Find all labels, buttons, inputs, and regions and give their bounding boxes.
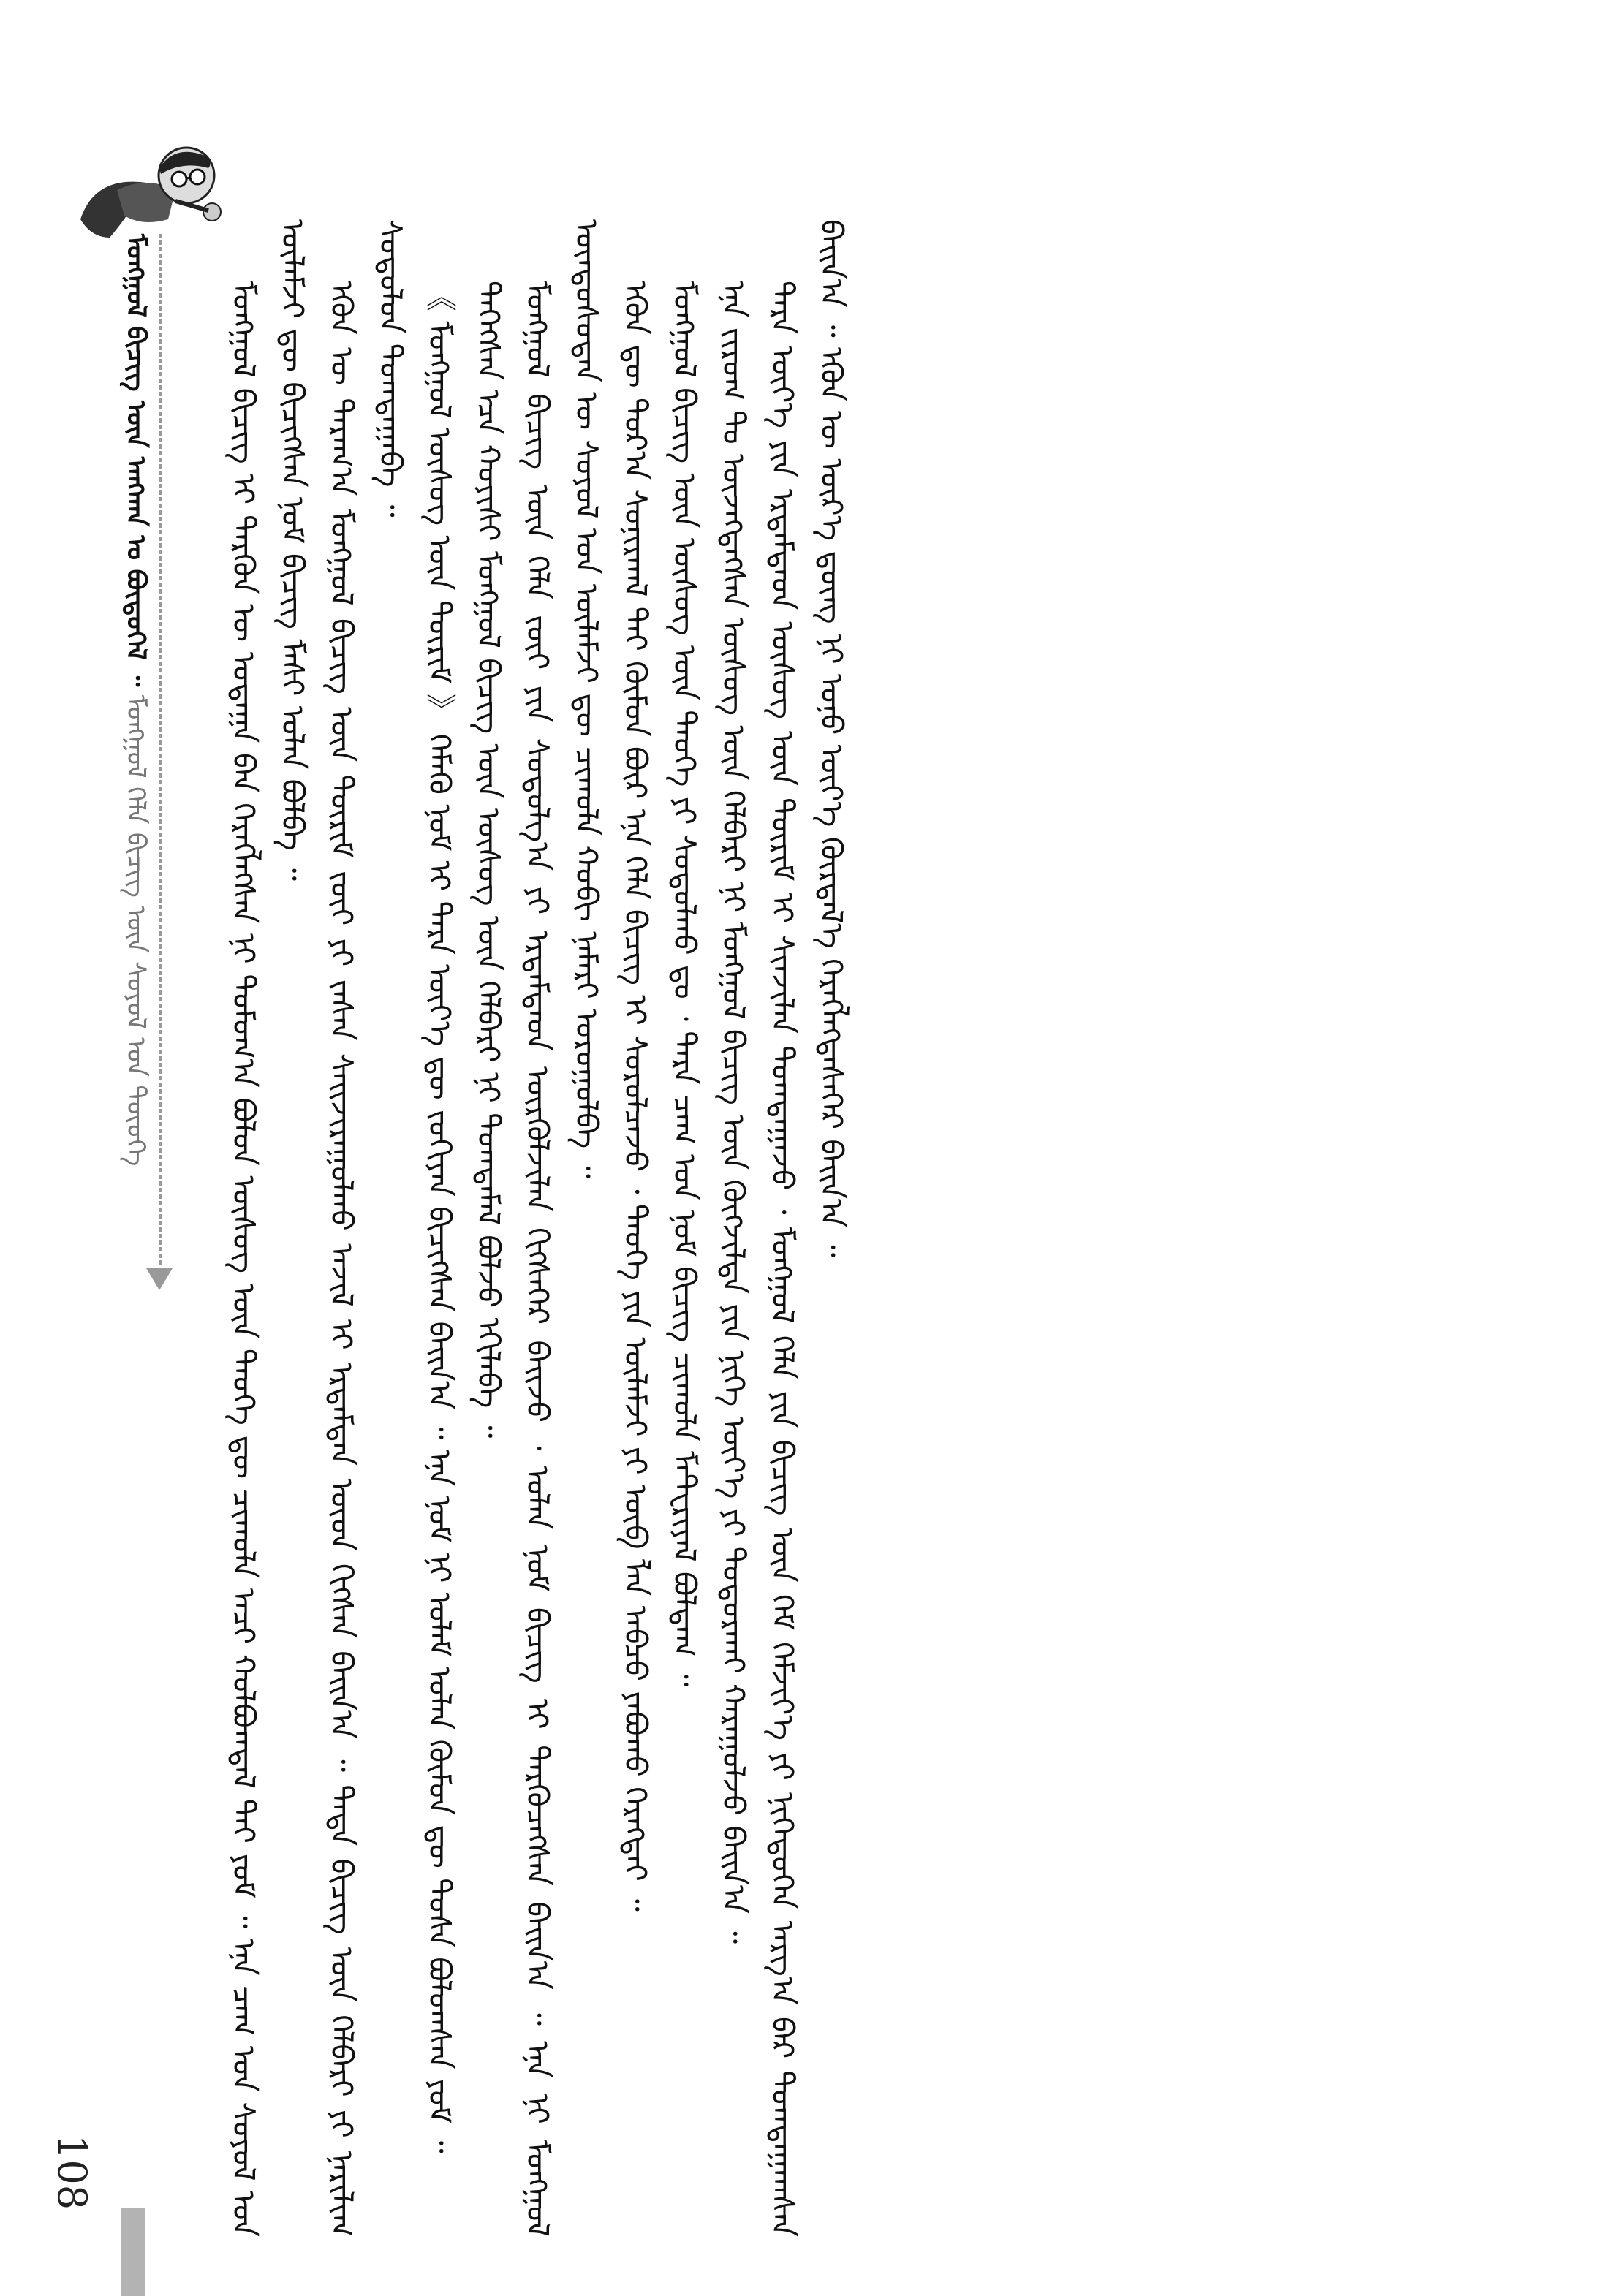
mascot-illustration xyxy=(66,132,227,241)
body-text xyxy=(219,219,1455,2237)
header-title-bold: ᠮᠣᠩᠭᠣᠯ ᠪᠢᠴᠢᠭ᠌ ᠦᠨ ᠠᠩᠬᠠᠨ ᠤ ᠪᠦᠲᠦᠭᠡᠯ ᠃ xyxy=(121,234,151,687)
paragraph-8: ᠡᠨᠡ ᠵᠢᠷᠤᠭ ᠲᠤ ᠦᠵᠡᠭᠳᠡᠭᠰᠡᠨ ᠦᠰᠦᠭ ᠦᠨ ᠬᠡᠯᠪᠡᠷᠢ ᠨᠢ ᠮᠣᠩᠭᠣᠯ ᠪᠢᠴᠢᠭ᠌ ᠦᠨ ᠬᠦᠭᠵᠢᠯᠲᠡ ᠶᠢᠨ ᠨᠢᠭᠡ ᠦᠶ᠎ᠡ ᠶᠢ ᠲᠣᠳᠣᠷᠬᠠᠢ ᠬᠠᠷᠠᠭᠤᠯᠵᠤ ᠪᠠᠢᠨ᠎ᠠ ᠃ xyxy=(716,281,752,1944)
paragraph-4: ᠲᠡᠭᠡᠭᠰᠡᠨ ᠡᠴᠡ ᠬᠣᠶᠢᠰᠢ ᠮᠣᠩᠭᠣᠯ ᠪᠢᠴᠢᠭ᠌ ᠦᠨ ᠦᠰᠦᠭ ᠦᠨ ᠬᠡᠯᠪᠡᠷᠢ ᠨᠢ ᠲᠣᠭᠲᠠᠮᠠᠯ ᠪᠣᠯᠵᠤ ᠡᠬᠢᠯᠡᠪᠡ ᠃ xyxy=(471,281,507,1439)
page-number: 108 xyxy=(49,2134,95,2210)
running-header xyxy=(95,234,175,1301)
paragraph-6: ᠡᠭᠦᠨ ᠳᠦ ᠳᠤᠷ᠎ᠠ ᠰᠣᠨᠢᠷᠬᠠᠯ ᠲᠠᠢ ᠬᠦᠮᠦᠨ ᠪᠦᠷ ᠡᠨᠡ ᠬᠡᠯᠡ ᠪᠢᠴᠢᠭ᠌ ᠢ ᠰᠤᠷᠤᠯᠴᠠᠵᠤ ᠂ ᠲᠡᠦᠬᠡ ᠶᠢᠨ ᠦᠯᠡᠮᠵᠢ ᠶᠢ ᠦᠪ ᠯᠡᠨ ᠠᠪᠴᠤ ᠶᠠᠪᠤᠬᠤ ᠬᠡᠷᠡᠭᠲᠡᠢ ᠃ xyxy=(618,281,654,1912)
header-divider xyxy=(159,234,162,1265)
paragraph-3: 《 ᠮᠣᠩᠭᠣᠯ ᠦᠰᠦᠭ ᠦᠨ ᠳᠦᠷᠢᠮ 》 ᠬᠡᠮᠡᠬᠦ ᠨᠣᠮ ᠢ ᠲᠡᠷᠡ ᠦᠶ᠎ᠡ ᠳᠦ ᠵᠣᠬᠢᠶᠠᠨ ᠪᠢᠴᠢᠭᠰᠡᠨ ᠪᠠᠢᠨ᠎ᠠ ᠃ ᠡᠨᠡ ᠨᠣᠮ ᠨᠢ ᠤᠯᠠᠮ ᠣᠯᠠᠨ ᠬᠦᠮᠦᠨ ᠳᠦ ᠲᠤᠰᠠ ᠪᠣᠯᠤᠭᠰᠠᠨ ᠶᠤᠮ ᠃ xyxy=(422,281,458,2153)
paragraph-2: ᠡᠭᠦᠨ ᠦ ᠳᠠᠷᠠᠭ᠎ᠠ ᠮᠣᠩᠭᠣᠯ ᠪᠢᠴᠢᠭ᠌ ᠦᠨ ᠳᠦᠷᠢᠮ ᠵᠦᠢ ᠶᠢ ᠵᠠᠰᠠᠨ ᠰᠠᠢᠵᠢᠷᠠᠭᠤᠯᠬᠤ ᠠᠵᠢᠯ ᠢ ᠡᠷᠳᠡᠮᠲᠡᠨ ᠦᠳ ᠬᠢᠭᠰᠡᠨ ᠪᠠᠢᠨ᠎ᠠ ᠃ ᠲᠡᠳᠡ ᠪᠢᠴᠢᠭ᠌ ᠦᠨ ᠬᠡᠯᠪᠡᠷᠢ ᠶᠢ ᠨᠠᠷᠢᠯᠢᠭ ᠰᠤᠳᠤᠯᠤᠨ ᠲᠣᠭᠲᠠᠭᠠᠪᠠ ᠃ xyxy=(324,219,409,2237)
page-edge-tab xyxy=(121,2208,145,2296)
header-triangle-marker xyxy=(146,1268,173,1290)
header-text xyxy=(95,234,175,1301)
paragraph-9: ᠲᠡᠷᠡ ᠦᠶ᠎ᠡ ᠶᠢᠨ ᠡᠷᠳᠡᠮᠲᠡᠳ ᠦᠰᠦᠭ ᠦᠨ ᠳᠦᠷᠢᠮ ᠢ ᠰᠢᠨᠵᠢᠯᠡᠨ ᠲᠣᠭᠲᠠᠭᠠᠵᠤ ᠂ ᠮᠣᠩᠭᠣᠯ ᠬᠡᠯᠡ ᠶᠢᠨ ᠪᠢᠴᠢᠭ᠌ ᠦᠨ ᠬᠡᠮ ᠬᠡᠮᠵᠢᠶ᠎ᠡ ᠶᠢ ᠨᠢᠭᠡᠳᠦᠭᠡᠨ ᠠᠷᠭ᠎ᠠ ᠪᠠᠷ ᠲᠣᠭᠲᠠᠭᠠᠭᠰᠠᠨ ᠪᠠᠢᠨ᠎ᠠ ᠃ ᠡᠭᠦᠨ ᠦ ᠦᠷ᠎ᠡ ᠳ᠋ᠦᠩ ᠨᠢ ᠣᠨᠣ ᠦᠶ᠎ᠡ ᠬᠦᠷᠲᠡᠯ᠎ᠡ ᠬᠡᠷᠡᠭᠯᠡᠭᠳᠡᠰᠡᠭᠡᠷ ᠪᠠᠢᠨ᠎ᠠ ᠃ xyxy=(765,219,850,2237)
paragraph-1: ᠮᠣᠩᠭᠣᠯ ᠪᠢᠴᠢᠭ᠌ ᠢ ᠲᠡᠷᠭᠦᠨ ᠦ ᠤᠳᠠᠭᠠ ᠪᠠᠨ ᠬᠡᠷᠡᠭᠯᠡᠭᠰᠡᠨ ᠨᠢ ᠲᠣᠮᠣᠭ᠎ᠠ ᠪᠣᠯᠤᠨ ᠦᠰᠦᠭ ᠦᠨ ᠲᠡᠦᠬᠡ ᠳᠦ ᠴᠢᠬᠤᠯᠠ ᠠᠴᠢ ᠬᠣᠯᠪᠣᠭᠳᠠᠯ ᠲᠠᠢ ᠶᠤᠮ ᠃ ᠡᠨᠡ ᠴᠠᠭ ᠤᠨ ᠰᠣᠶᠣᠯ ᠤᠨ ᠦᠯᠡᠮᠵᠢ ᠳᠦ ᠪᠢᠴᠢᠭᠰᠡᠨ ᠨᠣᠮ ᠪᠢᠴᠢᠭ ᠮᠠᠰᠢ ᠣᠯᠠᠨ ᠪᠣᠯᠪᠠ ᠃ xyxy=(226,219,311,2237)
paragraph-7: ᠮᠣᠩᠭᠣᠯ ᠪᠢᠴᠢᠭ᠌ ᠦᠨ ᠦᠰᠦᠭ ᠦᠨ ᠲᠡᠦᠬᠡ ᠶᠢ ᠰᠤᠳᠤᠯᠬᠤ ᠳᠤ ᠂ ᠲᠡᠷᠡ ᠴᠠᠭ ᠤᠨ ᠨᠣᠮ ᠪᠢᠴᠢᠭ ᠴᠢᠬᠤᠯᠠ ᠮᠠᠲᠸᠷᠢᠶᠠᠯ ᠪᠣᠯᠳᠠᠭ ᠃ xyxy=(667,281,703,1687)
paragraph-5: ᠮᠣᠩᠭᠣᠯ ᠪᠢᠴᠢᠭ᠌ ᠦᠨ ᠬᠡᠯᠡ ᠵᠦᠢ ᠶᠢᠨ ᠰᠤᠳᠤᠯᠭ᠎ᠠ ᠶᠢ ᠡᠷᠳᠡᠮᠲᠡᠳ ᠦᠷᠭᠦᠯᠵᠢᠯᠡᠨ ᠬᠢᠭᠰᠡᠭᠡᠷ ᠪᠠᠢᠵᠤ ᠂ ᠣᠯᠠᠨ ᠨᠣᠮ ᠪᠢᠴᠢᠭ ᠢ ᠲᠡᠷᠭᠦᠴᠡᠭᠰᠡᠨ ᠪᠠᠢᠨ᠎ᠠ ᠃ ᠡᠨᠡ ᠨᠢ ᠮᠣᠩᠭᠣᠯ ᠦᠨᠳᠦᠰᠦᠲᠡᠨ ᠦ ᠰᠣᠶᠣᠯ ᠤᠨ ᠦᠯᠡᠮᠵᠢ ᠳᠦ ᠴᠢᠬᠤᠯᠠ ᠬᠤᠪᠢ ᠨᠡᠮᠡᠷᠢ ᠣᠷᠣᠭᠤᠯᠪᠠ ᠃ xyxy=(520,219,605,2237)
header-title-light: ᠮᠣᠩᠭᠣᠯ ᠬᠡᠯᠡ ᠪᠢᠴᠢᠭ᠌ ᠦᠨ ᠰᠣᠶᠣᠯ ᠤᠨ ᠲᠦᠦᠬᠡ xyxy=(121,694,151,1167)
